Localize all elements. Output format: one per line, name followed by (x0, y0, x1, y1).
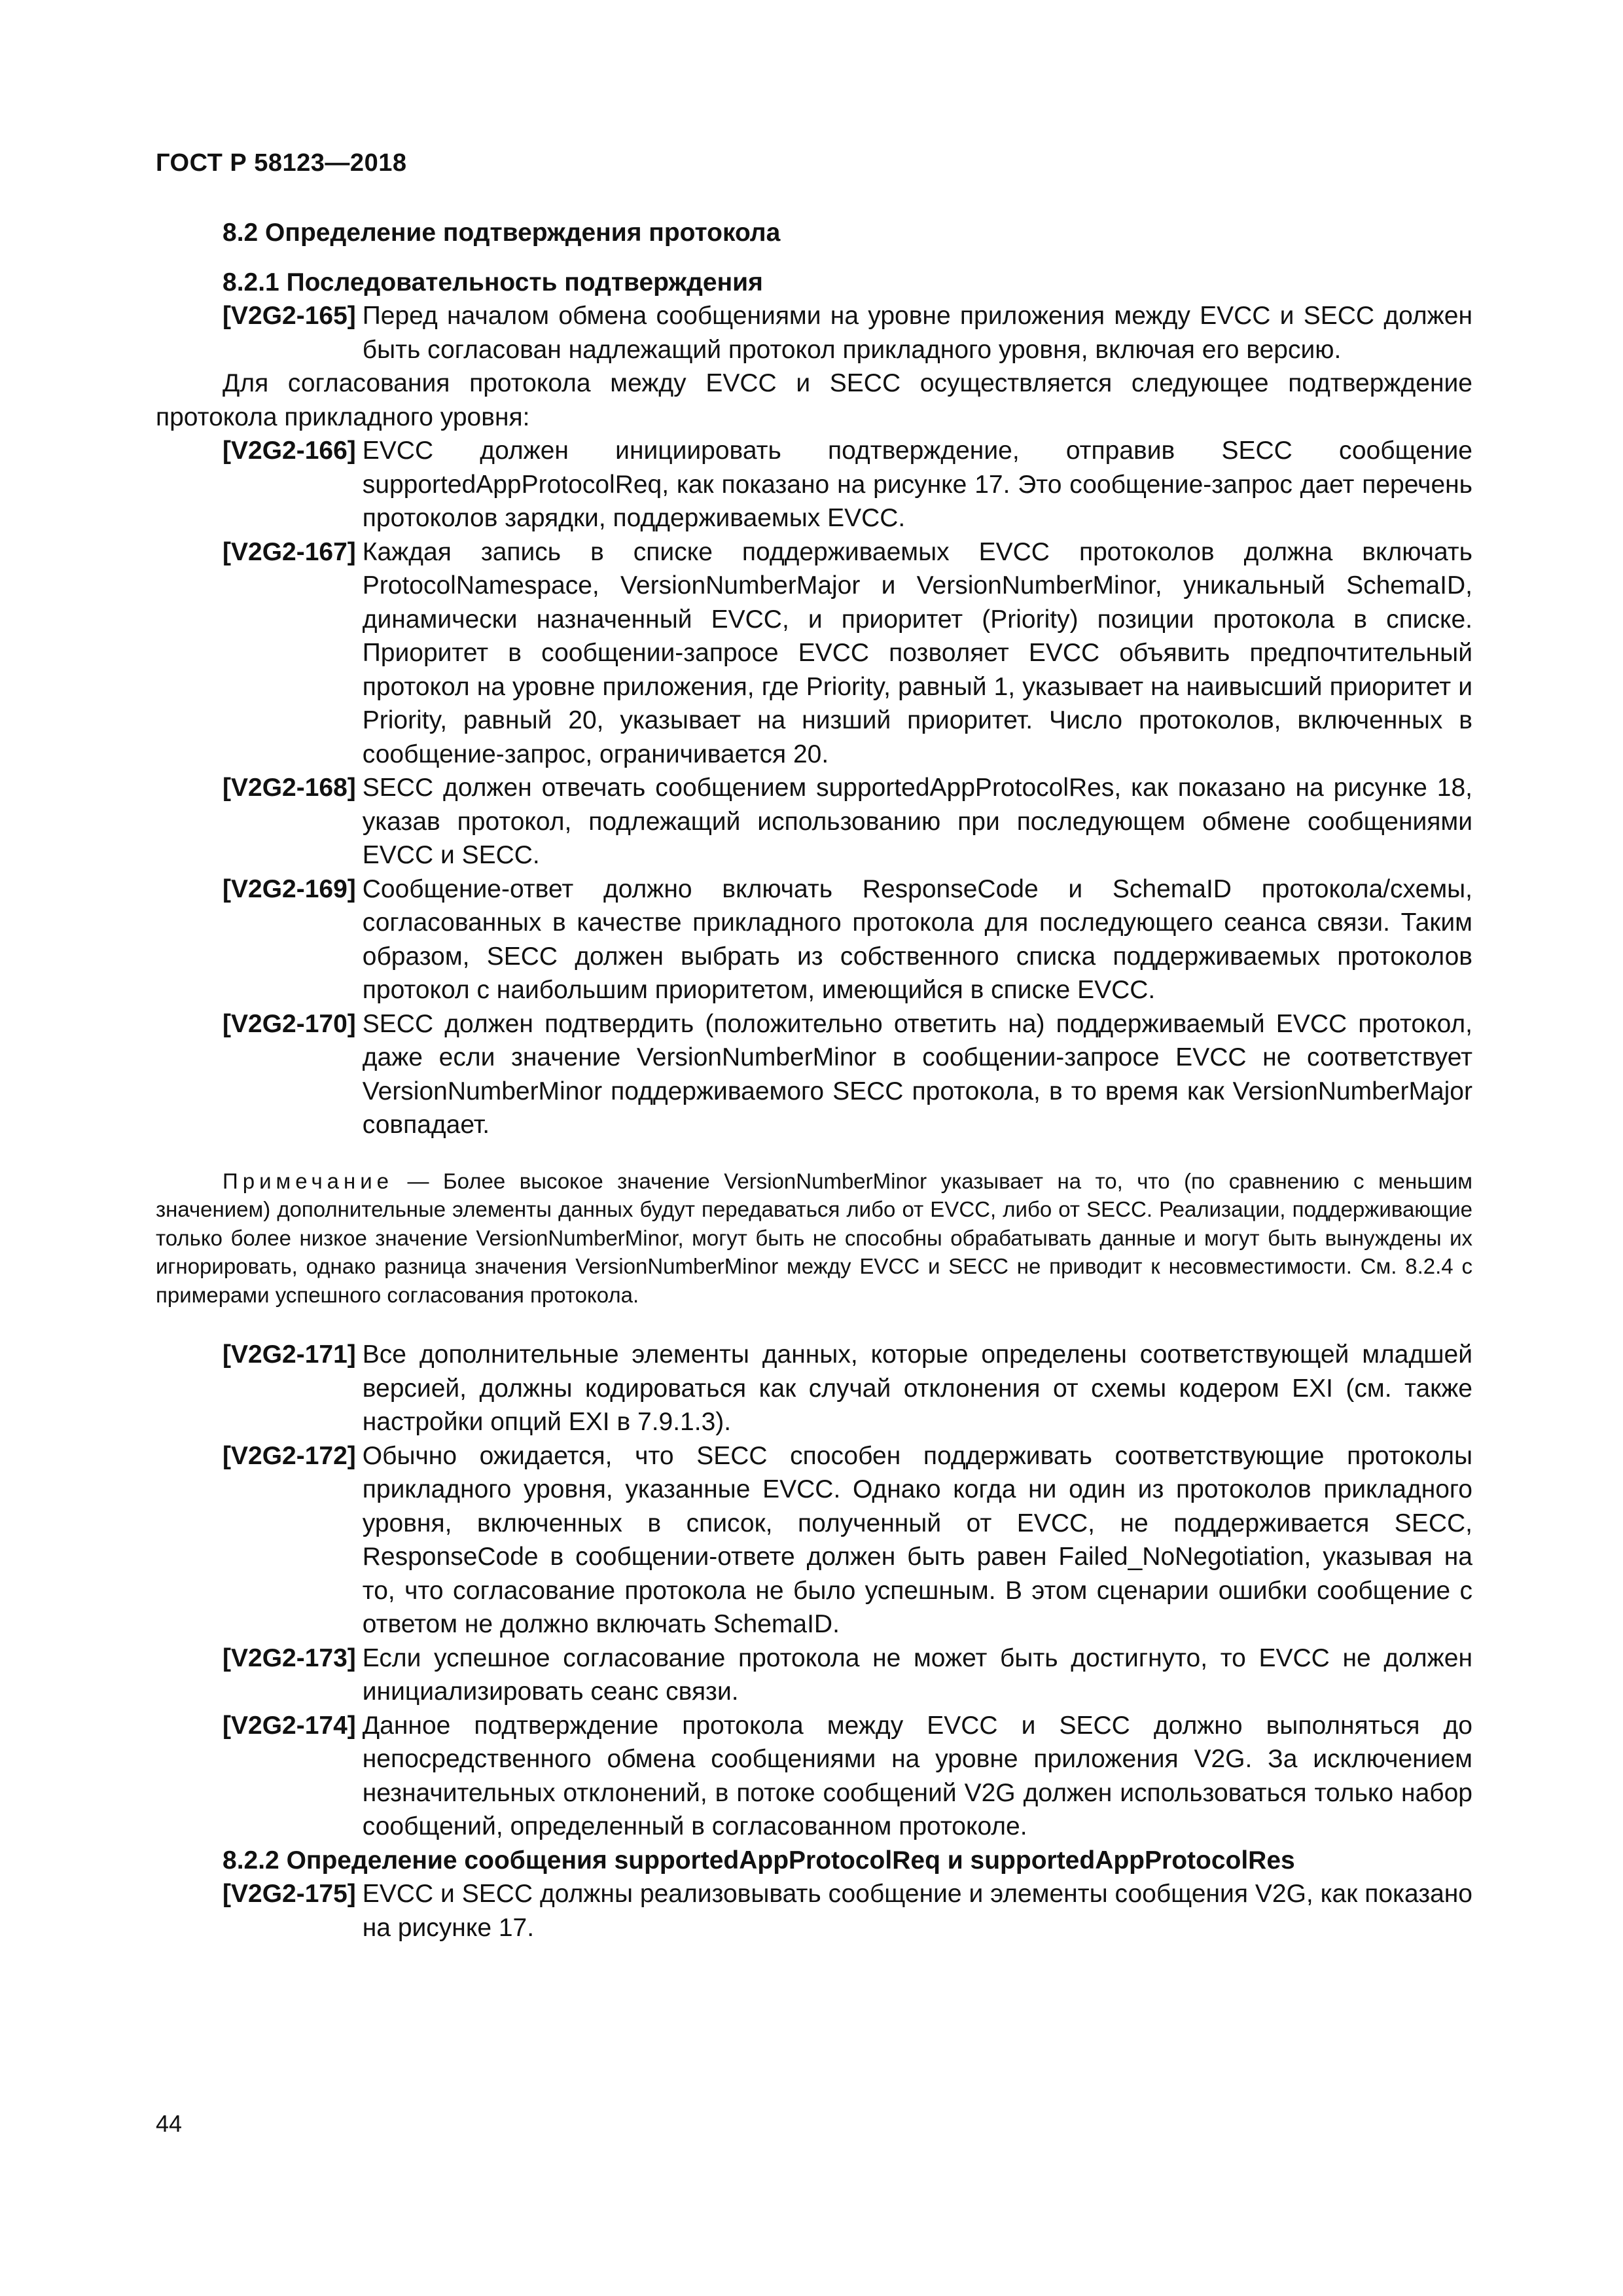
note-text: — Более высокое значение VersionNumberMinor указывает на то, что (по сравнению с меньшим значением) дополнительные элементы данных будут передаваться либо от EVCC, либо от SECC. Реализации, поддерживающие только более низкое значение VersionNumberMinor, могут быть не способны обрабатывать данные и могут быть вынуждены их игнорировать, однако разница значения VersionNumberMinor между EVCC и SECC не приводит к несовместимости. См. 8.2.4 с примерами успешного согласования протокола. (156, 1168, 1472, 1307)
requirement-text: SECC должен отвечать сообщением supportedAppProtocolRes, как показано на рисунке 18, указав протокол, подлежащий использованию при последующем обмене сообщениями EVCC и SECC. (362, 774, 1472, 869)
requirement-text: SECC должен подтвердить (положительно ответить на) поддерживаемый EVCC протокол, даже если значение VersionNumberMinor в сообщении-запросе EVCC не соответствует VersionNumberMinor поддерживаемого SECC протокола, в то время как VersionNumberMajor совпадает. (362, 1009, 1472, 1139)
requirement-166 (223, 434, 1472, 535)
body-paragraph: Для согласования протокола между EVCC и SECC осуществляется следующее подтверждение протокола прикладного уровня: (156, 369, 1472, 431)
requirement-id: [V2G2-168] (223, 774, 356, 802)
requirement-text: Обычно ожидается, что SECC способен поддерживать соответствующие протоколы прикладного уровня, указанные EVCC. Однако когда ни один из протоколов прикладного уровня, включенных в список, полученный от EVCC, не поддерживается SECC, ResponseCode в сообщении-ответе должен быть равен Failed_NoNegotiation, указывая на то, что согласование протокола не было успешным. В этом сценарии ошибки сообщение с ответом не должно включать SchemaID. (362, 1441, 1472, 1638)
requirement-172 (223, 1439, 1472, 1641)
requirement-173 (223, 1641, 1472, 1709)
requirement-text: Каждая запись в списке поддерживаемых EVCC протоколов должна включать ProtocolNamespace, VersionNumberMajor и VersionNumberMinor, уникальный SchemaID, динамически назначенный EVCC, и приоритет (Priority) позиции протокола в списке. Приоритет в сообщении-запросе EVCC позволяет EVCC объявить предпочтительный протокол на уровне приложения, где Priority, равный 1, указывает на наивысший приоритет и Priority, равный 20, указывает на низший приоритет. Число протоколов, включенных в сообщение-запрос, ограничивается 20. (362, 537, 1472, 768)
requirement-175 (223, 1877, 1472, 1945)
requirement-id: [V2G2-166] (223, 437, 356, 465)
requirement-165 (223, 299, 1472, 367)
requirement-id: [V2G2-171] (223, 1340, 356, 1369)
requirement-text: Данное подтверждение протокола между EVCC и SECC должно выполняться до непосредственного обмена сообщениями на уровне приложения V2G. За исключением незначительных отклонений, в потоке сообщений V2G должен использоваться только набор сообщений, определенный в согласованном протоколе. (362, 1711, 1472, 1840)
section-heading: 8.2 Определение подтверждения протокола (223, 219, 781, 247)
requirement-id: [V2G2-173] (223, 1643, 356, 1672)
requirement-id: [V2G2-167] (223, 537, 356, 566)
requirement-id: [V2G2-174] (223, 1711, 356, 1740)
requirement-171 (223, 1338, 1472, 1439)
requirement-174 (223, 1709, 1472, 1844)
requirement-id: [V2G2-169] (223, 874, 356, 903)
note-block (156, 1167, 1472, 1310)
requirement-text: EVCC должен инициировать подтверждение, отправив SECC сообщение supportedAppProtocolReq, как показано на рисунке 17. Это сообщение-запрос дает перечень протоколов зарядки, поддерживаемых EVCC. (362, 437, 1472, 532)
requirement-id: [V2G2-165] (223, 302, 356, 330)
subsection-heading-2: 8.2.2 Определение сообщения supportedAppProtocolReq и supportedAppProtocolRes (223, 1846, 1295, 1874)
requirement-id: [V2G2-170] (223, 1009, 356, 1038)
requirement-167 (223, 535, 1472, 772)
requirement-168 (223, 771, 1472, 872)
requirement-169 (223, 872, 1472, 1007)
requirement-text: Перед началом обмена сообщениями на уровне приложения между EVCC и SECC должен быть согласован надлежащий протокол прикладного уровня, включая его версию. (362, 302, 1472, 364)
requirement-id: [V2G2-175] (223, 1880, 356, 1908)
standard-code-header: ГОСТ Р 58123—2018 (156, 149, 407, 177)
requirement-text: Если успешное согласование протокола не может быть достигнуто, то EVCC не должен инициализировать сеанс связи. (362, 1643, 1472, 1706)
requirement-text: EVCC и SECC должны реализовывать сообщение и элементы сообщения V2G, как показано на рисунке 17. (362, 1880, 1472, 1942)
requirement-text: Сообщение-ответ должно включать ResponseCode и SchemaID протокола/схемы, согласованных в качестве прикладного протокола для последующего сеанса связи. Таким образом, SECC должен выбрать из собственного списка поддерживаемых протоколов протокол с наибольшим приоритетом, имеющийся в списке EVCC. (362, 874, 1472, 1004)
subsection-heading-1: 8.2.1 Последовательность подтверждения (223, 268, 763, 296)
requirement-170 (223, 1007, 1472, 1142)
page-content (156, 216, 1472, 1945)
page-number: 44 (156, 2110, 183, 2137)
requirement-id: [V2G2-172] (223, 1441, 356, 1470)
note-label: Примечание (223, 1168, 394, 1193)
requirement-text: Все дополнительные элементы данных, которые определены соответствующей младшей версией, должны кодироваться как случай отклонения от схемы кодером EXI (см. также настройки опций EXI в 7.9.1.3). (362, 1340, 1472, 1436)
